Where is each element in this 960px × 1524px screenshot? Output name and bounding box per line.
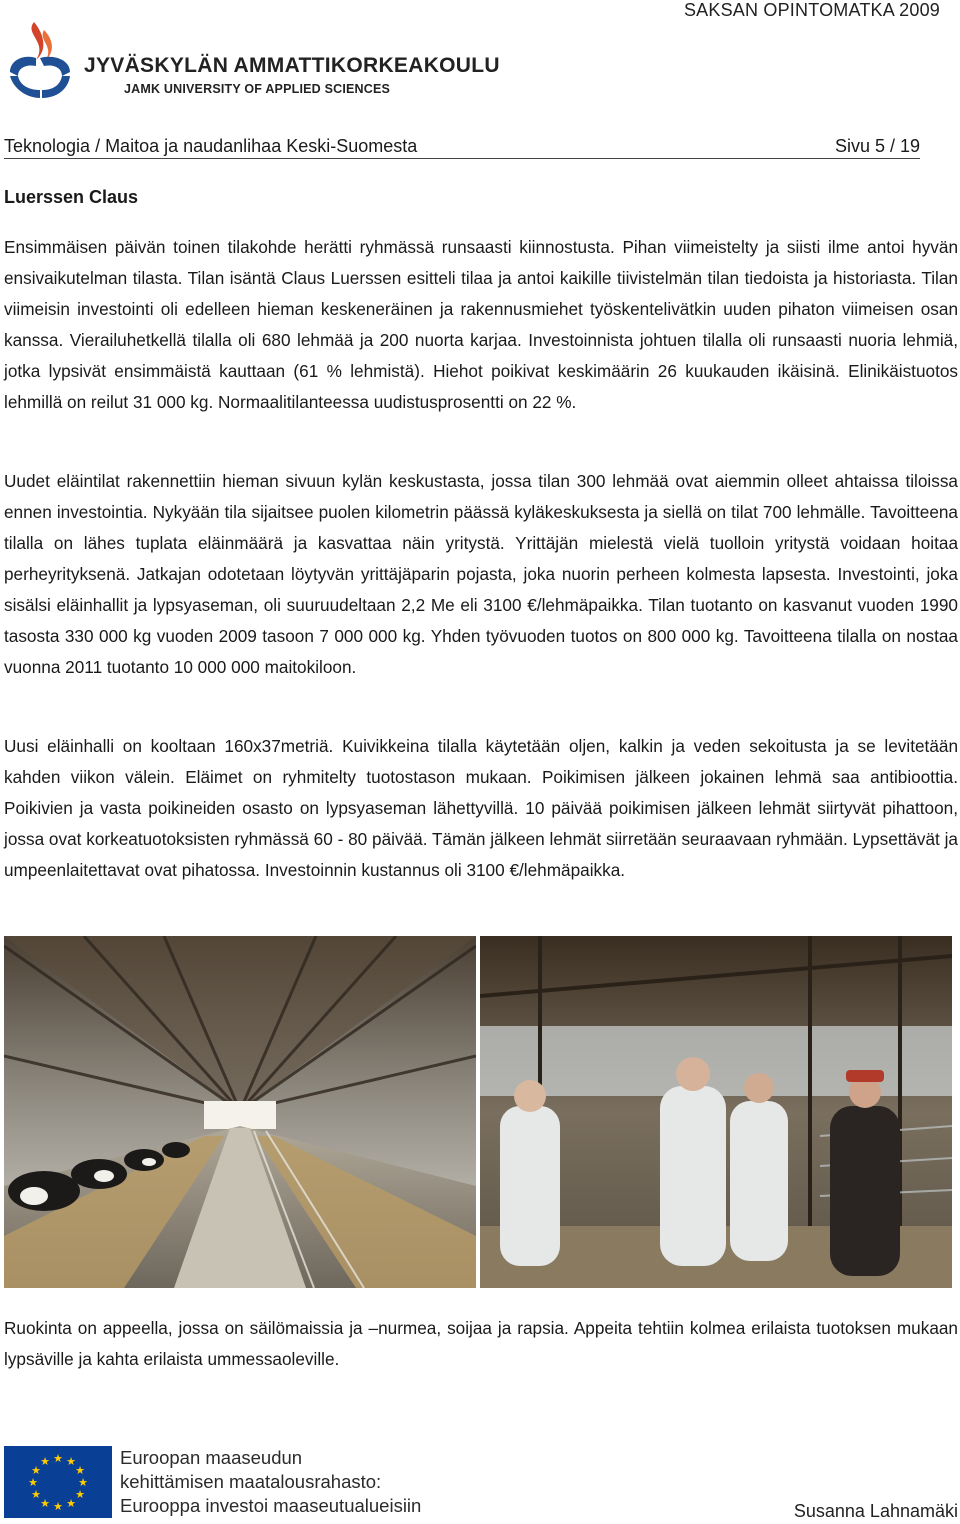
barn-interior-photo <box>4 936 476 1288</box>
svg-text:★: ★ <box>40 1455 50 1468</box>
svg-text:★: ★ <box>66 1497 76 1510</box>
footer-line3: Eurooppa investoi maaseutualueisiin <box>120 1495 422 1516</box>
logo-line2: JAMK UNIVERSITY OF APPLIED SCIENCES <box>124 82 391 96</box>
paragraph-3: Uusi eläinhalli on kooltaan 160x37metriä. Kuivikkeina tilalla käytetään oljen, kalkin ja veden sekoitusta ja se levitetään kahden viikon välein. Eläimet on ryhmitelty tuotostason mukaan. Poikimisen jälkeen jokainen lehmä saa antibioottia. Poikivien ja vasta poikineiden osasto on lypsyaseman lähettyvillä. 10 päivää poikimisen jälkeen lehmät siirtyvät pihattoon, jossa ovat korkeatuotoksisten ryhmässä 60 - 80 päivää. Tämän jälkeen lehmät siirretään seuraavaan ryhmään. Lypsettävät ja umpeenlaitettavat ovat pihatossa. Investoinnin kustannus oli 3100 €/lehmäpaikka. <box>4 736 958 880</box>
svg-text:★: ★ <box>31 1488 41 1501</box>
visitors-in-barn-photo <box>480 936 952 1288</box>
footer-line2: kehittämisen maatalousrahasto: <box>120 1471 382 1492</box>
svg-text:★: ★ <box>40 1497 50 1510</box>
running-head-title: Teknologia / Maitoa ja naudanlihaa Keski-Suomesta <box>4 136 418 156</box>
logo-line1: JYVÄSKYLÄN AMMATTIKORKEAKOULU <box>84 54 500 77</box>
paragraph-4: Ruokinta on appeella, jossa on säilömaissia ja –nurmea, soijaa ja rapsia. Appeita tehtiin kolmea erilaista tuotoksen mukaan lypsäville ja kahta erilaista ummessaoleville. <box>4 1318 958 1369</box>
svg-text:★: ★ <box>53 1500 63 1513</box>
institution-logo <box>4 20 500 100</box>
footer-funding-text <box>120 1446 421 1518</box>
svg-text:★: ★ <box>78 1476 88 1489</box>
paragraph-2: Uudet eläintilat rakennettiin hieman sivuun kylän keskustasta, jossa tilan 300 lehmää ovat aiemmin olleet ahtaissa tiloissa ennen investointia. Nykyään tila sijaitsee puolen kilometrin päässä kyläkeskuksesta ja siellä on tilat 700 lehmälle. Tavoitteena tilalla on lähes tuplata eläinmäärä ja kasvattaa näin yritystä. Yrittäjän mielestä vielä tuolloin yritystä voidaan hoitaa perheyrityksenä. Jatkajan odotetaan löytyvän yrittäjäparin pojasta, joka nuorin perheen kolmesta lapsesta. Investointi, joka sisälsi eläinhallit ja lypsyaseman, oli suuruudeltaan 2,2 Me eli 3100 €/lehmäpaikka. Tilan tuotanto on kasvanut vuoden 1990 tasosta 330 000 kg vuoden 2009 tasoon 7 000 000 kg. Yhden työvuoden tuotos on 800 000 kg. Tavoitteena tilalla on nostaa vuonna 2011 tuotanto 10 000 000 maitokiloon. <box>4 471 958 677</box>
paragraph-1: Ensimmäisen päivän toinen tilakohde herätti ryhmässä runsaasti kiinnostusta. Pihan viimeistelty ja siisti ilme antoi hyvän ensivaikutelman tilasta. Tilan isäntä Claus Luerssen esitteli tilaa ja antoi kaikille tiivistelmän tilan tiedoista ja historiasta. Tilan viimeisin investointi oli edelleen hieman keskeneräinen ja rakennusmiehet työskentelivätkin uuden pihaton viimeisen osan kanssa. Vierailuhetkellä tilalla oli 680 lehmää ja 200 nuorta karjaa. Investoinnista johtuen tilalla oli runsaasti nuoria lehmiä, jotka lypsivät ensimmäistä kauttaan (61 % lehmistä). Hiehot poikivat keskimäärin 26 kuukauden ikäisinä. Elinikäistuotos lehmillä on reilut 31 000 kg. Normaalitilanteessa uudistusprosentti on 22 %. <box>4 237 958 412</box>
footer-line1: Euroopan maaseudun <box>120 1447 303 1468</box>
eu-flag-icon <box>4 1446 112 1518</box>
header-tag: SAKSAN OPINTOMATKA 2009 <box>683 0 940 20</box>
svg-text:★: ★ <box>53 1452 63 1465</box>
page-number: Sivu 5 / 19 <box>834 136 920 156</box>
svg-text:★: ★ <box>31 1464 41 1477</box>
svg-text:★: ★ <box>75 1488 85 1501</box>
svg-text:★: ★ <box>28 1476 38 1489</box>
svg-text:★: ★ <box>75 1464 85 1477</box>
flame-logo-icon <box>4 20 76 102</box>
section-title: Luerssen Claus <box>4 187 139 207</box>
svg-text:★: ★ <box>66 1455 76 1468</box>
running-head <box>4 134 920 159</box>
author-name: Susanna Lahnamäki <box>793 1501 958 1521</box>
